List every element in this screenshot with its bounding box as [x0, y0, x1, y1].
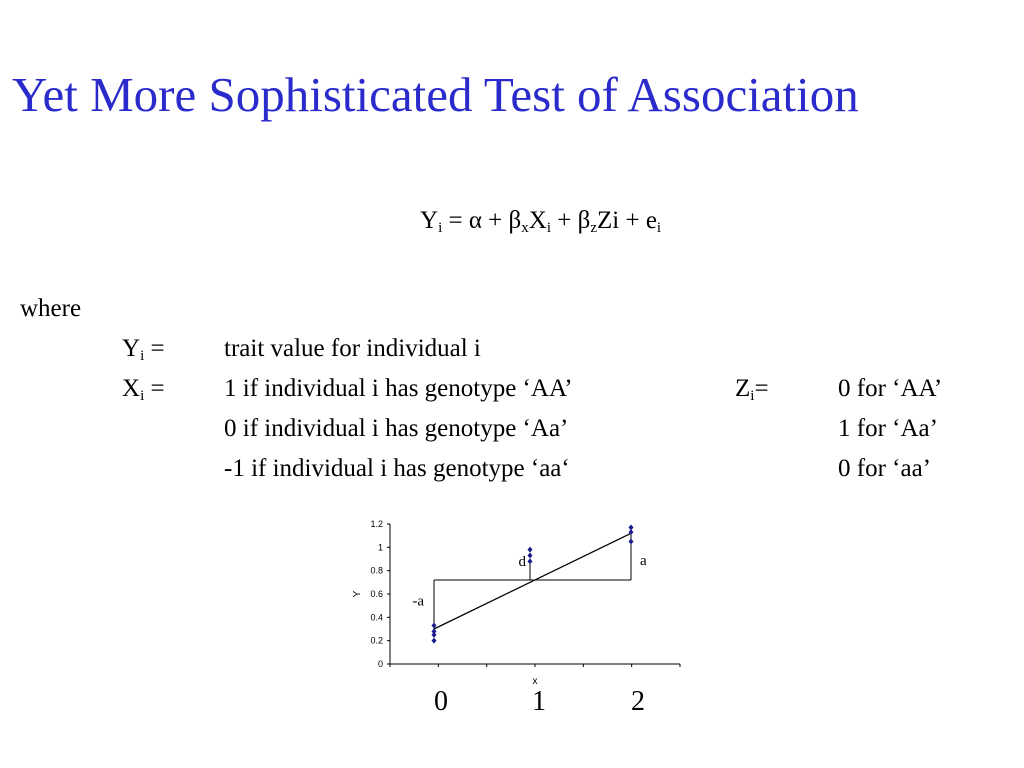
xi-description-aa-het: 0 if individual i has genotype ‘Aa’: [224, 415, 569, 442]
zi-value-aa-upper: 0 for ‘AA’: [838, 375, 943, 402]
xi-sym-text: X: [122, 375, 141, 402]
xi-sym-sub: i: [140, 388, 145, 404]
yi-sym-eq: =: [144, 335, 165, 362]
genotype-label-1: 1: [532, 686, 546, 717]
y-tick-label: 0.2: [370, 635, 383, 646]
annotation-d: d: [518, 554, 526, 570]
yi-description: trait value for individual i: [224, 335, 481, 362]
where-label: where: [20, 295, 82, 322]
formula-y-sub: i: [438, 220, 443, 236]
genotype-scatter-chart: [340, 510, 690, 690]
formula-plus: + β: [551, 207, 591, 234]
data-point: [629, 525, 634, 531]
xi-sym-eq: =: [144, 375, 165, 402]
y-tick-label: 0.8: [370, 565, 383, 576]
zi-sym-sub: i: [750, 388, 755, 404]
regression-formula: [420, 206, 661, 236]
formula-bx-sub: x: [521, 220, 529, 236]
data-point: [528, 553, 533, 559]
y-tick-label: 0.4: [370, 612, 383, 623]
zi-sym-eq: =: [754, 375, 769, 402]
xi-description-aa-upper: 1 if individual i has genotype ‘AA’: [224, 375, 573, 402]
data-point: [432, 638, 437, 644]
formula-eq: = α + β: [442, 207, 522, 234]
formula-x-sub: i: [546, 220, 551, 236]
genotype-label-0: 0: [434, 686, 448, 717]
yi-sym-sub: i: [140, 348, 145, 364]
xi-symbol: [122, 374, 165, 404]
y-axis-label: Y: [352, 590, 363, 598]
formula-x: X: [528, 207, 547, 234]
zi-value-aa-het: 1 for ‘Aa’: [838, 415, 938, 442]
zi-sym-text: Z: [735, 375, 751, 402]
data-point: [528, 547, 533, 553]
data-point: [432, 628, 437, 634]
xi-description-aa-lower: -1 if individual i has genotype ‘aa‘: [224, 455, 570, 482]
formula-bz-sub: z: [590, 220, 597, 236]
annotation-a: a: [640, 552, 647, 569]
annotation-minus-a: -a: [412, 593, 424, 610]
slide-title: Yet More Sophisticated Test of Association: [12, 67, 859, 122]
genotype-label-2: 2: [631, 686, 645, 717]
y-tick-label: 1.2: [370, 519, 383, 529]
formula-zi: Zi + e: [597, 207, 657, 234]
x-axis-label: x: [532, 676, 538, 687]
y-tick-label: 0.6: [370, 589, 383, 599]
zi-symbol: [735, 374, 769, 404]
formula-e-sub: i: [656, 220, 662, 236]
zi-value-aa-lower: 0 for ‘aa’: [838, 455, 931, 482]
y-tick-label: 1: [377, 542, 383, 553]
data-point: [629, 539, 634, 545]
y-tick-label: 0: [377, 659, 383, 669]
yi-symbol: [122, 334, 165, 364]
data-point: [528, 558, 533, 564]
yi-sym-text: Y: [122, 335, 141, 362]
regression-line: [434, 533, 631, 629]
formula-y: Y: [420, 207, 439, 234]
